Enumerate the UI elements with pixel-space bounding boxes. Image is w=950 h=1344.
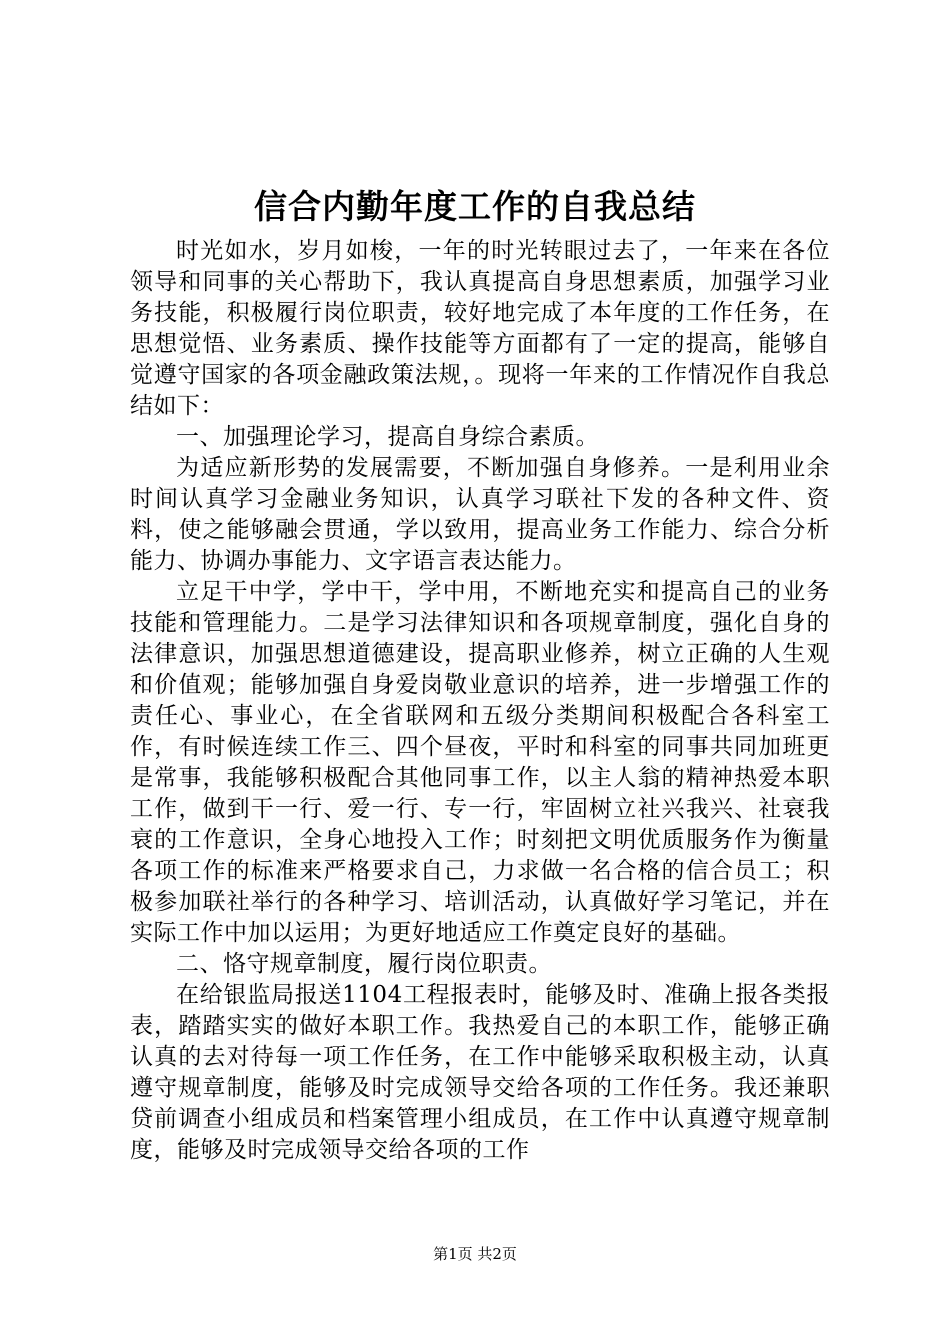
section-heading-1: 一、加强理论学习，提高自身综合素质。 (176, 424, 599, 450)
section-heading-2: 二、恪守规章制度，履行岗位职责。 (176, 951, 552, 977)
paragraph-intro: 时光如水，岁月如梭，一年的时光转眼过去了，一年来在各位领导和同事的关心帮助下，我认真提高自身思想素质，加强学习业务技能，积极履行岗位职责，较好地完成了本年度的工作任务，在思想觉悟、业务素质、操作技能等方面都有了一定的提高，能够自觉遵守国家的各项金融政策法规，。现将一年来的工作情况作自我总结如下： (130, 238, 830, 419)
paragraph-skills: 立足干中学，学中干，学中用，不断地充实和提高自己的业务技能和管理能力。二是学习法律知识和各项规章制度，强化自身的法律意识，加强思想道德建设，提高职业修养，树立正确的人生观和价值观；能够加强自身爱岗敬业意识的培养，进一步增强工作的责任心、事业心，在全省联网和五级分类期间积极配合各科室工作，有时候连续工作三、四个昼夜，平时和科室的同事共同加班更是常事，我能够积极配合其他同事工作，以主人翁的精神热爱本职工作，做到干一行、爱一行、专一行，牢固树立社兴我兴、社衰我衰的工作意识，全身心地投入工作；时刻把文明优质服务作为衡量各项工作的标准来严格要求自己，力求做一名合格的信合员工；积极参加联社举行的各种学习、培训活动，认真做好学习笔记，并在实际工作中加以运用；为更好地适应工作奠定良好的基础。 (130, 579, 830, 946)
document-title: 信合内勤年度工作的自我总结 (254, 187, 696, 226)
paragraph-duties: 在给银监局报送1104工程报表时，能够及时、准确上报各类报表，踏踏实实的做好本职工作。我热爱自己的本职工作，能够正确认真的去对待每一项工作任务，在工作中能够采取积极主动，认真遵守规章制度，能够及时完成领导交给各项的工作任务。我还兼职贷前调查小组成员和档案管理小组成员，在工作中认真遵守规章制度，能够及时完成领导交给各项的工作 (130, 982, 830, 1163)
document-body (130, 236, 830, 1166)
page-indicator: 第1页 共2页 (433, 1245, 517, 1263)
page-footer (0, 1243, 950, 1265)
paragraph-study: 为适应新形势的发展需要，不断加强自身修养。一是利用业余时间认真学习金融业务知识，认真学习联社下发的各种文件、资料，使之能够融会贯通，学以致用，提高业务工作能力、综合分析能力、协调办事能力、文字语言表达能力。 (130, 455, 830, 574)
